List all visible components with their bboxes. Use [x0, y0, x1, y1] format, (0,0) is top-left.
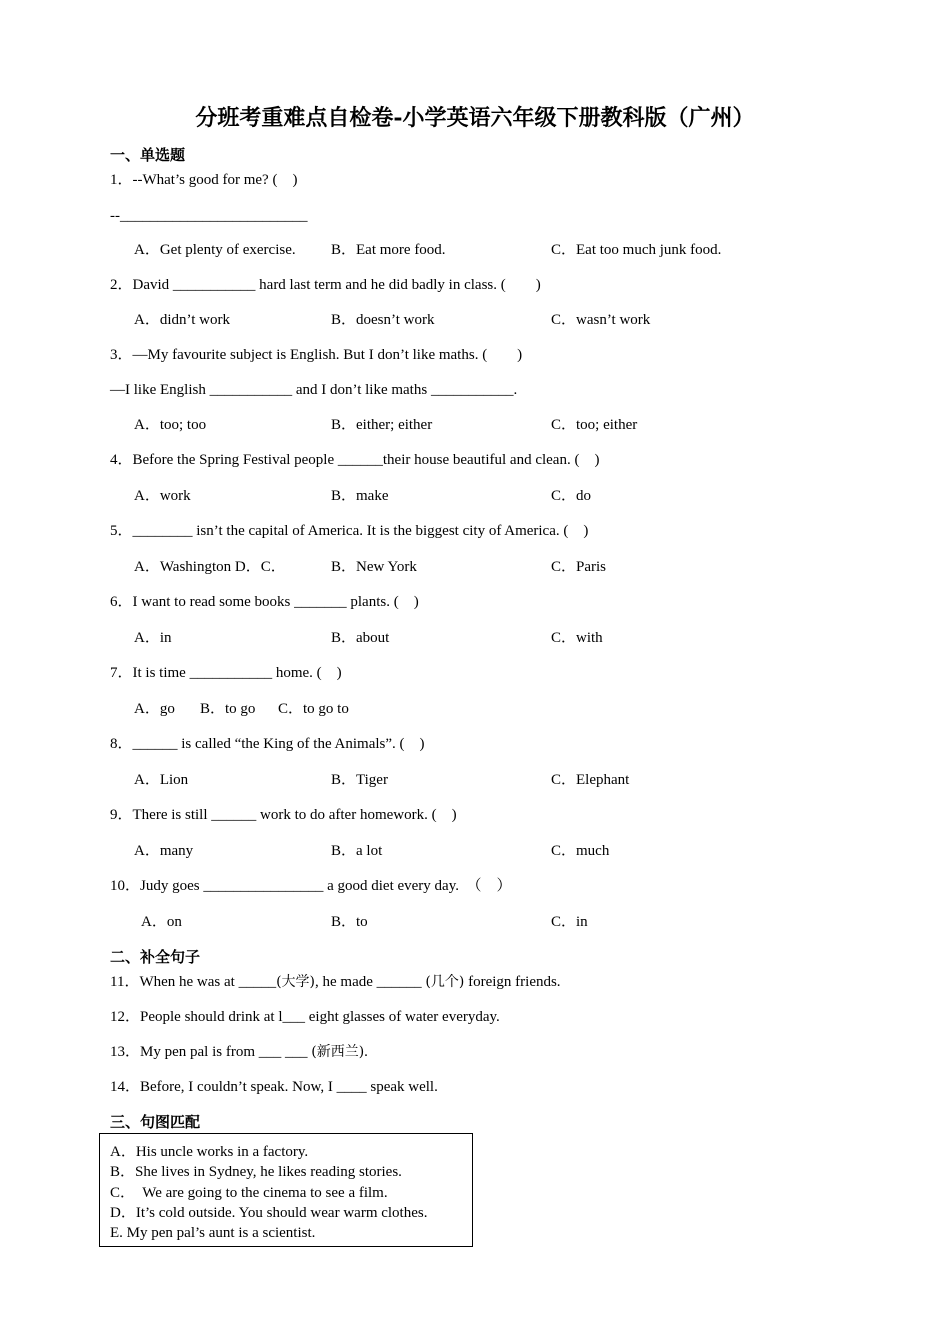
fill-question-12: 12．People should drink at l___ eight glasses of water everyday. — [110, 1009, 500, 1025]
question-3-option-b: B．either; either — [331, 417, 433, 433]
question-9-option-a: A．many — [134, 843, 194, 859]
question-3-option-a: A．too; too — [134, 417, 207, 433]
match-sentence-d: D．It’s cold outside. You should wear warm clothes. — [110, 1205, 428, 1221]
question-10-option-c: C．in — [551, 914, 588, 930]
question-10-option-a: A．on — [141, 914, 182, 930]
question-2-option-b: B．doesn’t work — [331, 312, 435, 328]
question-4-option-a: A．work — [134, 488, 191, 504]
question-5-option-a: A．Washington D．C． — [134, 559, 286, 575]
section-heading-sentence-picture-match: 三、句图匹配 — [110, 1113, 201, 1131]
question-8-option-c: C．Elephant — [551, 772, 630, 788]
question-6-option-a: A．in — [134, 630, 172, 646]
question-6-option-c: C．with — [551, 630, 603, 646]
question-6-option-b: B．about — [331, 630, 390, 646]
question-10-option-b: B．to — [331, 914, 368, 930]
question-3-reply: —I like English ___________ and I don’t like maths ___________. — [110, 382, 518, 398]
question-3-option-c: C．too; either — [551, 417, 638, 433]
question-1-answer-line: --_________________________ — [110, 208, 308, 224]
question-7-stem: 7．It is time ___________ home. ( ) — [110, 665, 342, 681]
question-7-option-c: C．to go to — [278, 701, 349, 717]
match-sentence-e: E. My pen pal’s aunt is a scientist. — [110, 1225, 316, 1241]
question-7-option-b: B．to go — [200, 701, 256, 717]
question-4-stem: 4．Before the Spring Festival people ______their house beautiful and clean. ( ) — [110, 452, 600, 468]
match-sentence-b: B．She lives in Sydney, he likes reading stories. — [110, 1164, 402, 1180]
question-1-option-c: C．Eat too much junk food. — [551, 242, 722, 258]
match-sentence-c: C． We are going to the cinema to see a film. — [110, 1185, 388, 1201]
question-7-option-a: A．go — [134, 701, 175, 717]
question-5-stem: 5．________ isn’t the capital of America. It is the biggest city of America. ( ) — [110, 523, 589, 539]
page-title: 分班考重难点自检卷-小学英语六年级下册教科版（广州） — [195, 105, 755, 131]
question-6-stem: 6．I want to read some books _______ plants. ( ) — [110, 594, 419, 610]
question-1-stem: 1．--What’s good for me? ( ) — [110, 172, 298, 188]
question-5-option-c: C．Paris — [551, 559, 607, 575]
question-5-option-b: B．New York — [331, 559, 417, 575]
match-sentences-box — [99, 1133, 473, 1247]
question-10-stem: 10．Judy goes ________________ a good diet every day. （ ） — [110, 878, 512, 894]
question-2-stem: 2．David ___________ hard last term and he did badly in class. ( ) — [110, 277, 541, 293]
question-9-stem: 9．There is still ______ work to do after homework. ( ) — [110, 807, 457, 823]
section-heading-complete-sentences: 二、补全句子 — [110, 948, 201, 966]
question-2-option-c: C．wasn’t work — [551, 312, 651, 328]
question-1-option-b: B．Eat more food. — [331, 242, 446, 258]
fill-question-11: 11．When he was at _____(大学), he made ______ (几个) foreign friends. — [110, 974, 561, 990]
question-4-option-c: C．do — [551, 488, 592, 504]
question-2-option-a: A．didn’t work — [134, 312, 230, 328]
question-8-stem: 8．______ is called “the King of the Animals”. ( ) — [110, 736, 425, 752]
question-1-option-a: A．Get plenty of exercise. — [134, 242, 296, 258]
question-3-stem: 3．—My favourite subject is English. But I don’t like maths. ( ) — [110, 347, 523, 363]
question-9-option-b: B．a lot — [331, 843, 383, 859]
match-sentence-a: A．His uncle works in a factory. — [110, 1144, 309, 1160]
fill-question-14: 14．Before, I couldn’t speak. Now, I ____ speak well. — [110, 1079, 438, 1095]
question-4-option-b: B．make — [331, 488, 389, 504]
fill-question-13: 13．My pen pal is from ___ ___ (新西兰). — [110, 1044, 368, 1060]
question-8-option-a: A．Lion — [134, 772, 189, 788]
question-9-option-c: C．much — [551, 843, 610, 859]
question-8-option-b: B．Tiger — [331, 772, 388, 788]
section-heading-single-choice: 一、单选题 — [110, 146, 186, 164]
